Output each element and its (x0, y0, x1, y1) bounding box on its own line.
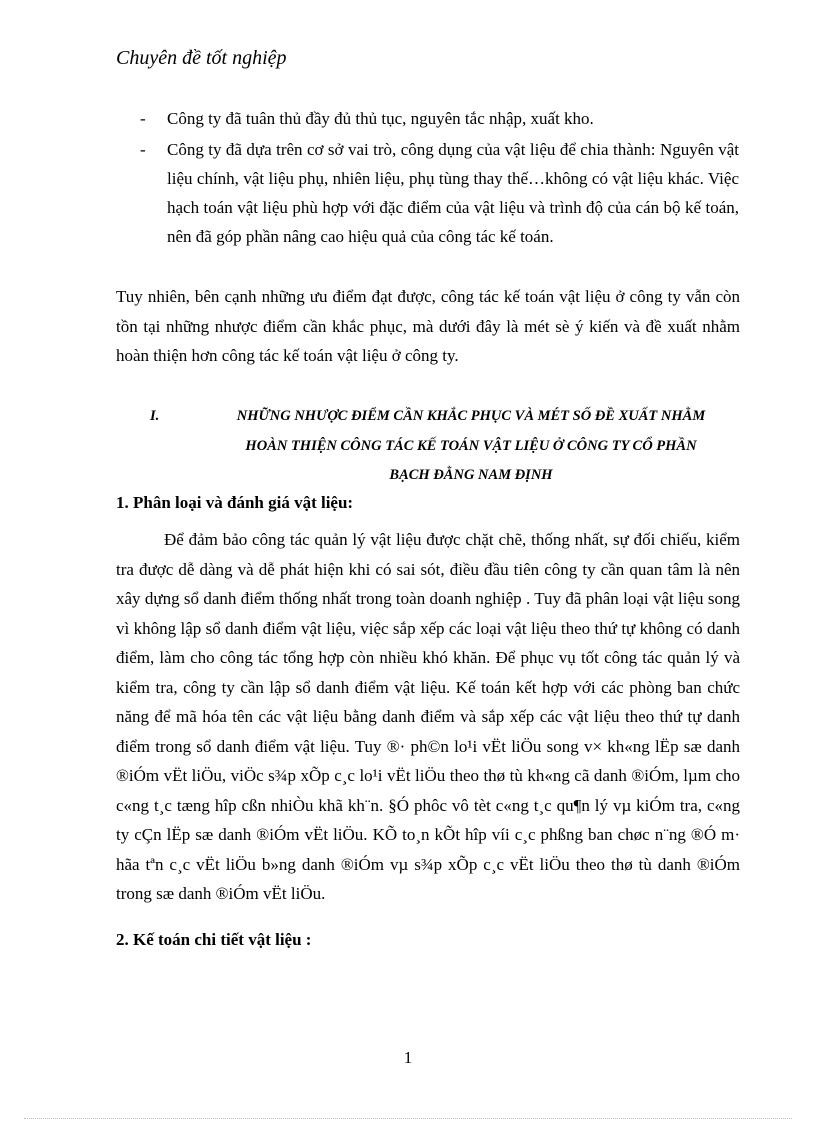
bullet-marker: - (140, 140, 146, 159)
paragraph: Tuy nhiên, bên cạnh những ưu điểm đạt được, công tác kế toán vật liệu ở công ty vẫn còn tồn tại những nhược điểm cần khắc phục, mà dưới đây là mét sè ý kiến và đề xuất nhằm hoàn thiện hơn công tác kế toán vật liệu ở công ty. (116, 287, 740, 365)
bullet-item (140, 135, 740, 251)
bullet-item (140, 104, 740, 133)
section-number: I. (150, 408, 160, 424)
section-title-line: HOÀN THIỆN CÔNG TÁC KẾ TOÁN VẬT LIỆU Ở CÔNG TY CỔ PHẦN (245, 437, 697, 454)
bullet-marker: - (140, 109, 146, 128)
section-title-line: BẠCH ĐẰNG NAM ĐỊNH (389, 467, 553, 483)
bullet-text: Công ty đã tuân thủ đầy đủ thủ tục, nguyên tắc nhập, xuất kho. (167, 109, 594, 128)
section-title-line: NHỮNG NHƯỢC ĐIỂM CẦN KHẮC PHỤC VÀ MÉT SỐ ĐỀ XUẤT NHẰM (236, 408, 706, 424)
subheading: 1. Phân loại và đánh giá vật liệu: (116, 493, 354, 512)
bullet-text: Công ty đã dựa trên cơ sở vai trò, công dụng của vật liệu để chia thành: Nguyên vật liệu chính, vật liệu phụ, nhiên liệu, phụ tùng thay thế…không có vật liệu khác. Việc hạch toán vật liệu phù hợp với đặc điểm của vật liệu và trình độ của cán bộ kế toán, nên đã góp phần nâng cao hiệu quả của công tác kế toán. (167, 140, 739, 246)
page-header: Chuyên đề tốt nghiệp (116, 47, 287, 69)
page-number: 1 (403, 1048, 413, 1067)
page-divider (24, 1118, 792, 1119)
paragraph: Để đảm bảo công tác quản lý vật liệu được chặt chẽ, thống nhất, sự đối chiếu, kiểm tra được dễ dàng và dễ phát hiện khi có sai sót, điều đầu tiên công ty cần quan tâm là nên xây dựng sổ danh điểm thống nhất trong toàn doanh nghiệp . Tuy đã phân loại vật liệu song vì không lập sổ danh điểm vật liệu, việc sắp xếp các loại vật liệu theo thứ tự không có danh điểm, làm cho công tác tổng hợp còn nhiều khó khăn. Để phục vụ tốt công tác quản lý và kiểm tra, công ty cần lập sổ danh điểm vật liệu. Kế toán kết hợp với các phòng ban chức năng để mã hóa tên các vật liệu bằng danh điểm và sắp xếp các vật liệu theo thứ tự danh điểm trong sổ danh điểm vật liệu. Tuy ®· ph©n lo¹i vËt liÖu song v× kh«ng lËp sæ danh ®iÓm vËt liÖu, viÖc s¾p xÕp c¸c lo¹i vËt liÖu theo thø tù kh«ng cã danh ®iÓm, lµm cho c«ng t¸c tæng hîp cßn nhiÒu khã kh¨n. §Ó phôc vô tèt c«ng t¸c qu¶n lý vµ kiÓm tra, c«ng ty cÇn lËp sæ danh ®iÓm vËt liÖu. KÕ to¸n kÕt hîp víi c¸c phßng ban chøc n¨ng ®Ó m· hãa tªn c¸c vËt liÖu b»ng danh ®iÓm vµ s¾p xÕp c¸c vËt liÖu theo thø tù danh ®iÓm trong sæ danh ®iÓm vËt liÖu. (116, 530, 740, 903)
section-heading (145, 402, 745, 491)
bullet-list (140, 104, 740, 253)
subheading: 2. Kế toán chi tiết vật liệu : (116, 930, 312, 949)
